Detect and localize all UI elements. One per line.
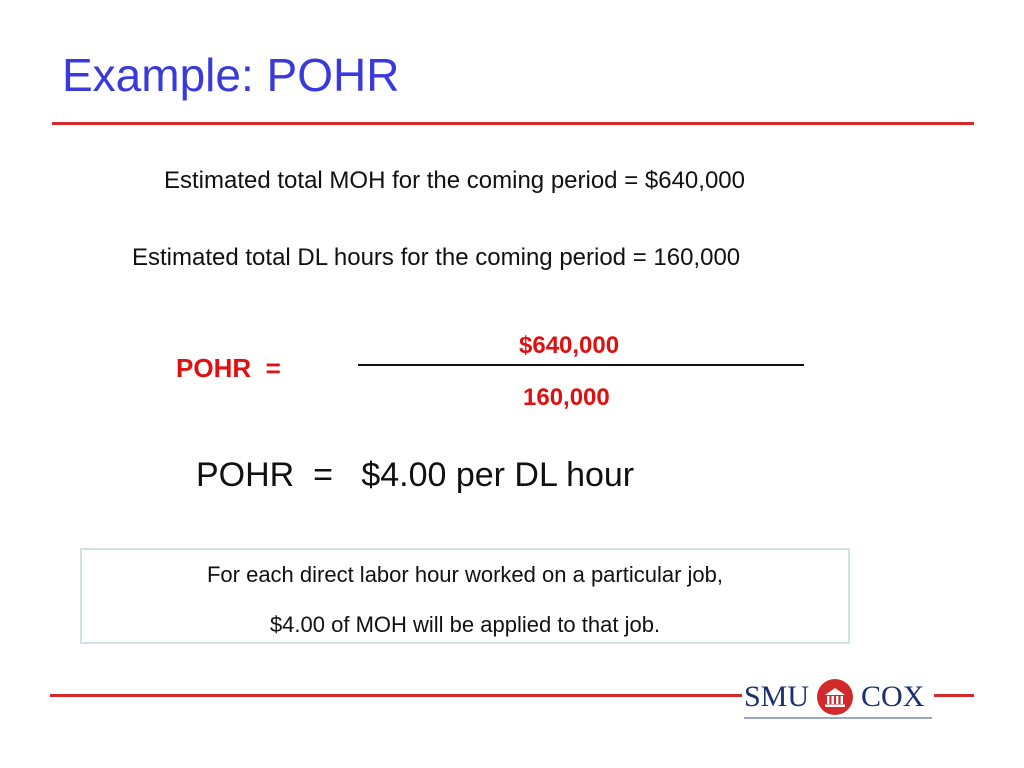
formula-numerator: $640,000	[519, 332, 620, 359]
slide-title: Example: POHR	[62, 49, 400, 101]
pohr-result: POHR = $4.00 per DL hour	[196, 456, 635, 494]
estimated-dl-hours-text: Estimated total DL hours for the coming period = 160,000	[132, 244, 741, 271]
fraction-bar	[358, 364, 804, 366]
explanation-box	[80, 548, 850, 644]
logo-cox-text: COX	[861, 680, 925, 713]
building-seal-icon	[817, 679, 853, 715]
smu-cox-logo	[744, 674, 932, 720]
explanation-line-2: $4.00 of MOH will be applied to that job.	[269, 612, 661, 637]
explanation-line-1: For each direct labor hour worked on a particular job,	[206, 562, 724, 587]
title-divider	[52, 122, 974, 125]
logo-underline	[744, 717, 932, 719]
formula-denominator: 160,000	[523, 384, 610, 411]
pohr-formula-label: POHR =	[176, 353, 281, 383]
footer-divider-left	[50, 694, 742, 697]
logo-smu-text: SMU	[744, 680, 810, 713]
footer-divider-right	[934, 694, 974, 697]
estimated-moh-text: Estimated total MOH for the coming period = $640,000	[164, 167, 745, 194]
